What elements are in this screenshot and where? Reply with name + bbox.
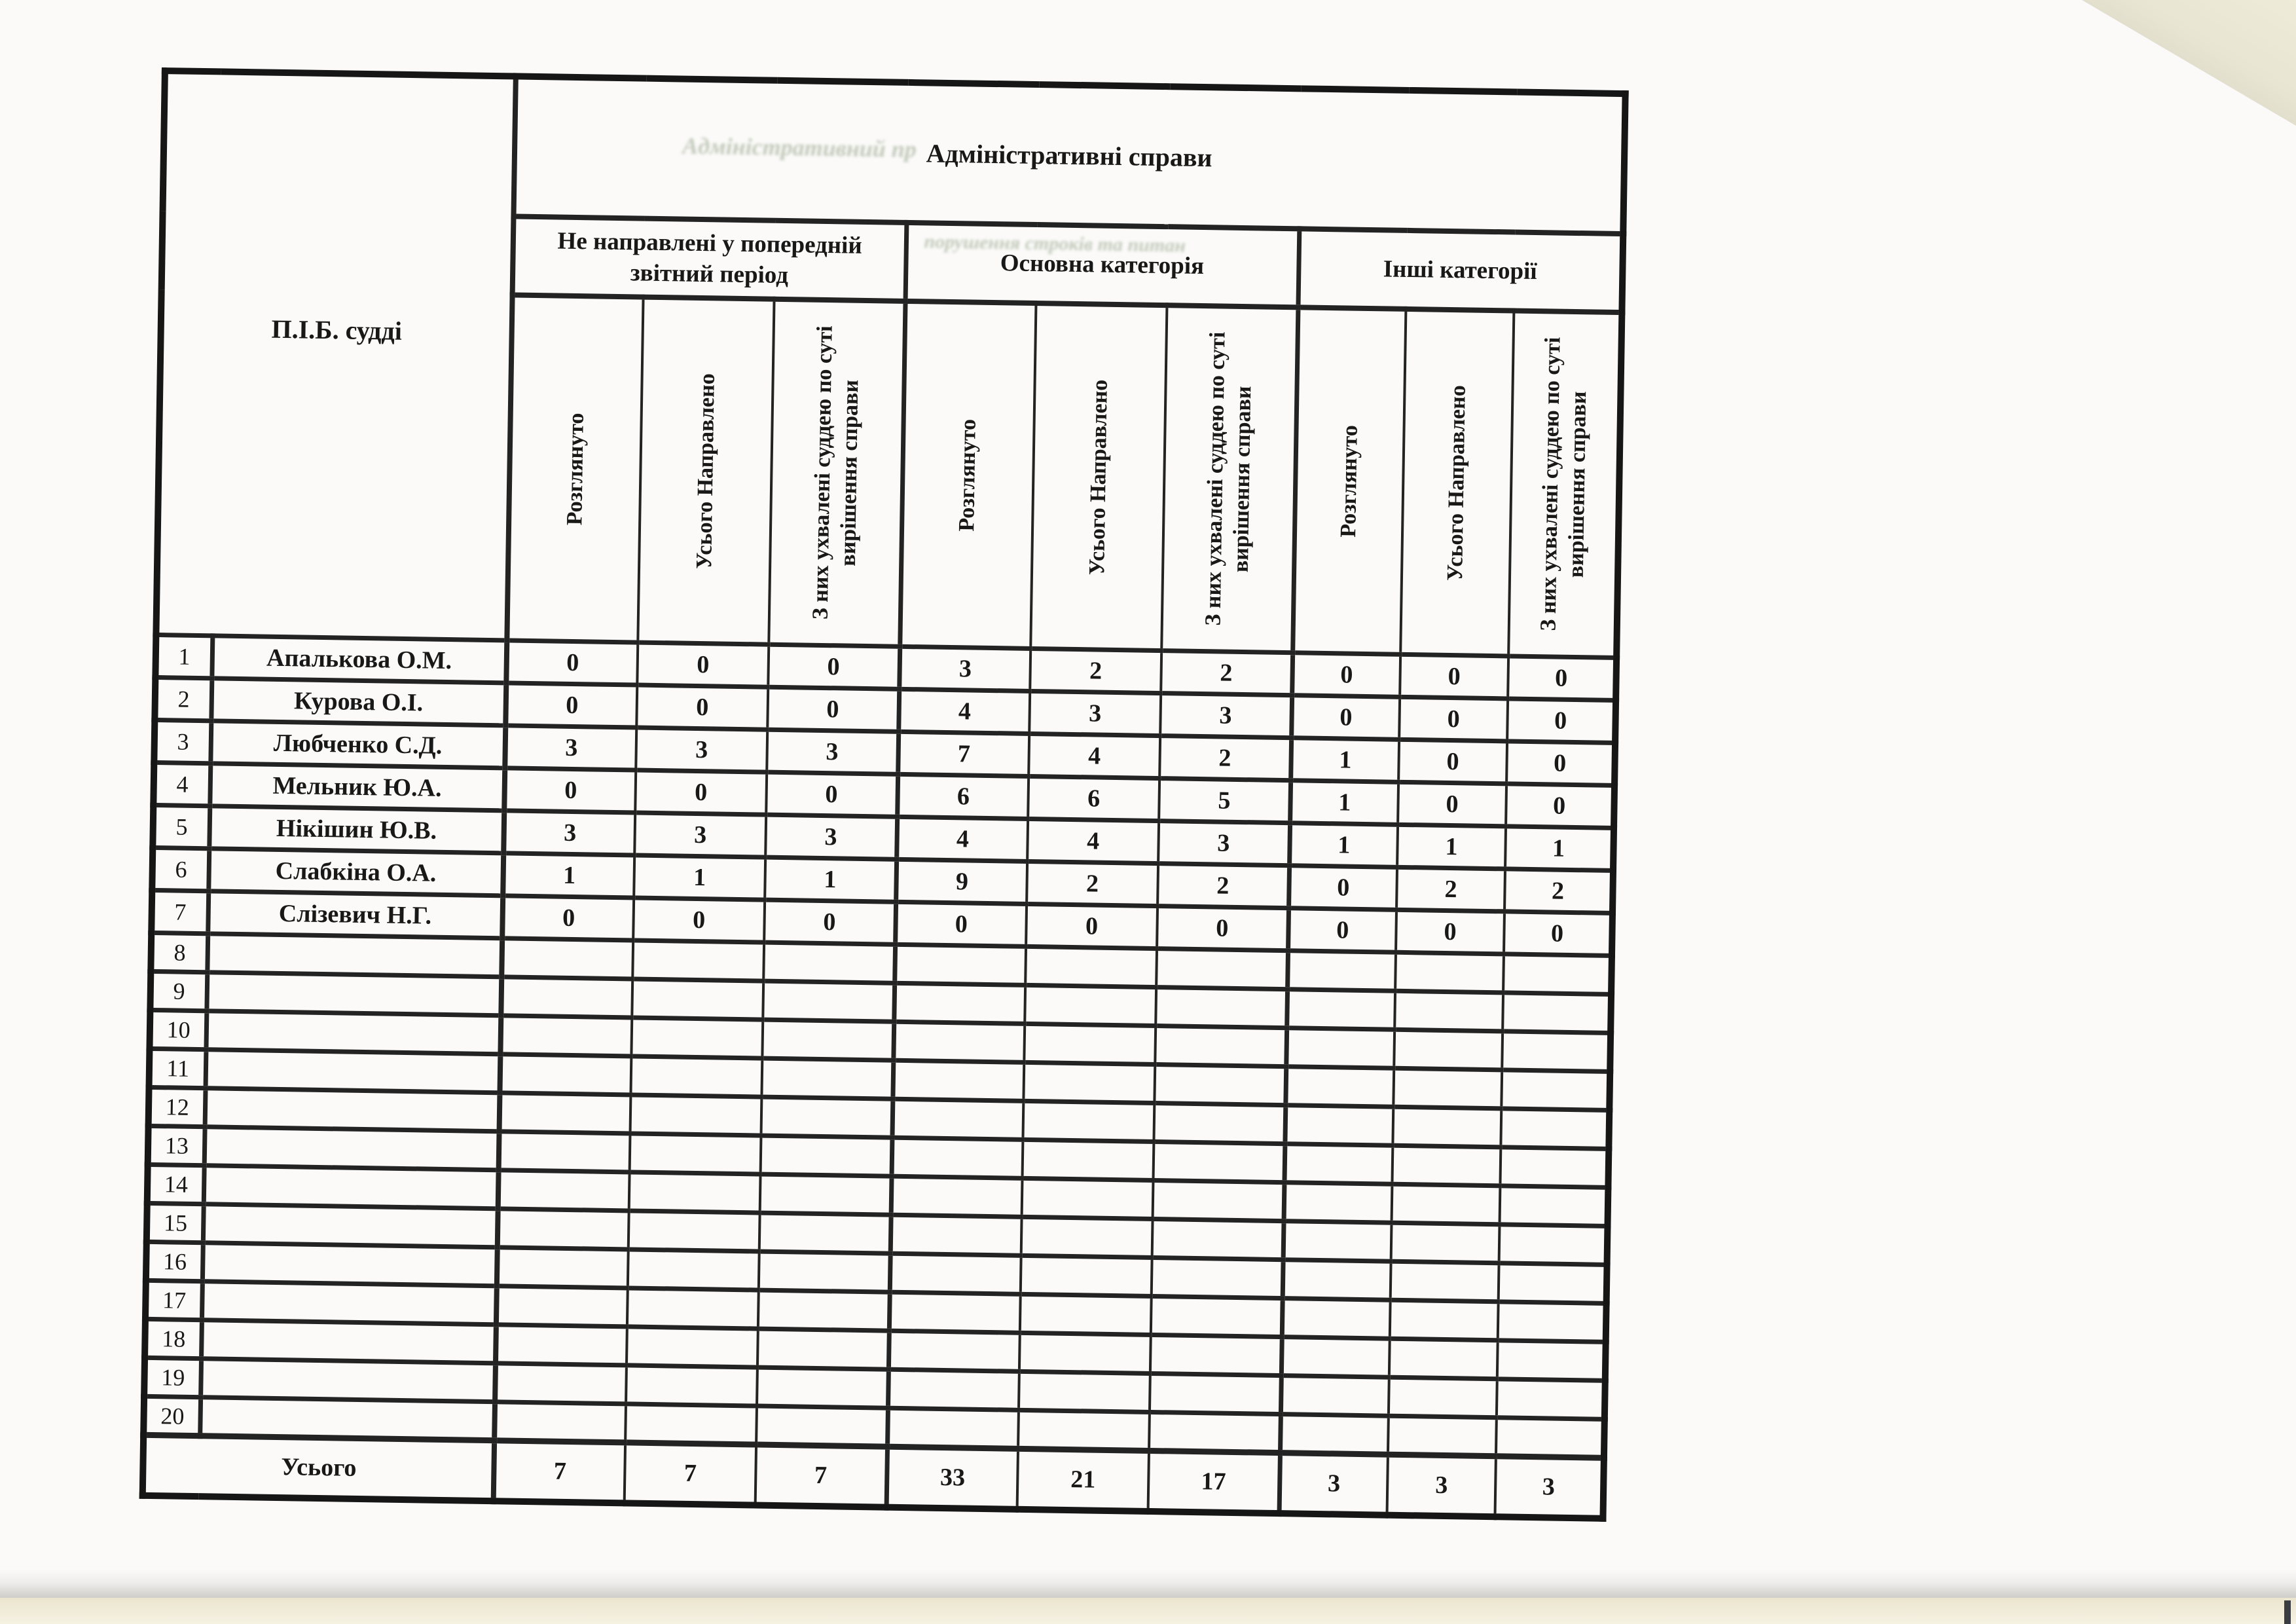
judge-name: Любченко С.Д. xyxy=(210,721,505,768)
group-header-label: Не направлені у попередній звітний період xyxy=(557,227,863,289)
value-cell xyxy=(1025,985,1156,1025)
value-cell xyxy=(498,1170,630,1211)
table-title-cell xyxy=(514,76,1626,234)
row-number: 18 xyxy=(145,1319,202,1358)
column-header-label: Усього Направлено xyxy=(1443,384,1470,581)
value-cell xyxy=(1019,1371,1150,1412)
value-cell: 7 xyxy=(898,731,1029,776)
value-cell xyxy=(1390,1300,1499,1340)
value-cell xyxy=(758,1290,890,1331)
row-number: 16 xyxy=(146,1242,203,1281)
table-container xyxy=(139,67,1629,1521)
value-cell: 2 xyxy=(1157,864,1289,908)
judge-name-column-header xyxy=(156,71,515,640)
value-cell xyxy=(630,1095,762,1135)
value-cell xyxy=(1501,1109,1609,1149)
value-cell xyxy=(626,1365,757,1406)
value-cell xyxy=(496,1325,627,1365)
value-cell xyxy=(1280,1414,1389,1455)
value-cell: 2 xyxy=(1396,867,1505,912)
value-cell: 3 xyxy=(1029,691,1161,735)
column-header-1-0 xyxy=(900,301,1036,649)
value-cell xyxy=(501,977,632,1018)
value-cell xyxy=(1389,1338,1498,1379)
value-cell xyxy=(1285,1105,1393,1146)
value-cell: 0 xyxy=(1398,739,1507,784)
value-cell xyxy=(762,1020,894,1060)
value-cell: 6 xyxy=(1028,776,1159,821)
value-cell xyxy=(627,1327,758,1367)
value-cell: 0 xyxy=(636,685,768,729)
value-cell: 0 xyxy=(1400,654,1508,699)
value-cell xyxy=(1018,1410,1150,1450)
value-cell: 0 xyxy=(506,640,638,685)
value-cell xyxy=(1502,1031,1611,1072)
value-cell: 0 xyxy=(768,644,900,689)
value-cell xyxy=(1149,1412,1281,1452)
judge-name xyxy=(201,1320,496,1363)
value-cell xyxy=(494,1402,626,1443)
value-cell xyxy=(630,1056,762,1097)
judge-name: Апалькова О.М. xyxy=(211,636,507,683)
group-header-label: Основна категорія xyxy=(1000,249,1205,280)
value-cell: 0 xyxy=(633,898,765,942)
value-cell: 2 xyxy=(1161,651,1292,695)
column-header-1-2 xyxy=(1161,305,1298,653)
value-cell: 0 xyxy=(1506,784,1614,828)
title-row xyxy=(163,71,1626,234)
value-cell xyxy=(1282,1299,1391,1339)
value-cell xyxy=(1025,946,1157,987)
group-header-label: Інші категорії xyxy=(1383,255,1537,286)
scanner-background-strip xyxy=(0,1598,2296,1624)
value-cell xyxy=(625,1404,757,1445)
value-cell xyxy=(1286,989,1395,1030)
value-cell: 5 xyxy=(1159,779,1290,823)
group-header-main-category xyxy=(905,223,1300,307)
folded-corner xyxy=(2082,0,2296,126)
value-cell: 2 xyxy=(1030,648,1161,693)
value-cell: 0 xyxy=(1507,699,1616,743)
bleed-through-text: порушення строків та питан xyxy=(924,231,1186,257)
judge-name: Слабкіна О.А. xyxy=(208,849,503,896)
value-cell xyxy=(1497,1340,1606,1381)
value-cell xyxy=(1281,1337,1390,1378)
judge-name xyxy=(204,1166,499,1209)
value-cell xyxy=(1284,1144,1393,1185)
value-cell xyxy=(757,1329,889,1369)
column-header-label: З них ухвалені суддею по суті вирішення справи xyxy=(1201,331,1256,627)
value-cell xyxy=(498,1209,629,1249)
value-cell: 0 xyxy=(1026,904,1157,948)
value-cell xyxy=(1498,1302,1607,1342)
value-cell: 0 xyxy=(1157,906,1288,951)
column-header-label: Розглянуто xyxy=(562,412,589,526)
value-cell: 4 xyxy=(1027,819,1159,863)
row-number: 5 xyxy=(153,805,210,848)
value-cell xyxy=(497,1247,629,1288)
value-cell: 3 xyxy=(634,813,766,857)
value-cell xyxy=(1023,1101,1154,1141)
value-cell: 0 xyxy=(1396,910,1504,954)
value-cell: 1 xyxy=(1290,781,1398,825)
row-number: 20 xyxy=(143,1396,200,1435)
value-cell xyxy=(1286,1028,1394,1069)
value-cell xyxy=(892,1137,1023,1178)
judge-name xyxy=(203,1204,498,1247)
value-cell xyxy=(1287,951,1396,991)
value-cell xyxy=(629,1172,761,1213)
value-cell xyxy=(1500,1147,1609,1188)
value-cell xyxy=(1392,1184,1501,1225)
value-cell xyxy=(888,1331,1020,1371)
value-cell: 0 xyxy=(1504,912,1613,956)
value-cell xyxy=(1391,1223,1500,1263)
column-header-2-2 xyxy=(1508,310,1622,657)
row-number: 11 xyxy=(149,1048,206,1088)
value-cell xyxy=(761,1058,893,1099)
value-cell xyxy=(892,1060,1024,1101)
row-number: 14 xyxy=(147,1164,204,1204)
value-cell: 0 xyxy=(505,683,637,728)
column-header-0-0 xyxy=(507,295,643,642)
value-cell xyxy=(1503,993,1611,1033)
value-cell xyxy=(628,1249,759,1290)
value-cell: 0 xyxy=(1291,695,1400,740)
value-cell xyxy=(499,1132,630,1172)
value-cell: 0 xyxy=(635,770,767,815)
group-header-other-categories xyxy=(1298,229,1623,312)
value-cell xyxy=(1393,1068,1502,1109)
value-cell xyxy=(1152,1219,1284,1259)
value-cell: 0 xyxy=(1288,866,1397,910)
value-cell xyxy=(763,942,895,983)
column-header-label: Усього Направлено xyxy=(691,373,720,569)
value-cell xyxy=(1153,1180,1285,1221)
column-header-0-2 xyxy=(769,299,905,647)
value-cell xyxy=(1500,1186,1609,1227)
row-number: 8 xyxy=(151,932,208,972)
row-number: 12 xyxy=(149,1087,206,1126)
column-header-label: Усього Направлено xyxy=(1084,378,1112,576)
value-cell xyxy=(1497,1379,1605,1420)
total-value: 3 xyxy=(1279,1453,1388,1515)
value-cell xyxy=(891,1176,1023,1217)
value-cell xyxy=(887,1408,1019,1449)
row-number: 17 xyxy=(145,1280,202,1320)
value-cell xyxy=(894,983,1025,1024)
value-cell: 3 xyxy=(636,728,767,772)
value-cell: 3 xyxy=(505,726,636,770)
judge-name-column-header-label: П.І.Б. судді xyxy=(271,314,403,346)
value-cell xyxy=(496,1286,628,1327)
column-header-label: Розглянуто xyxy=(955,418,981,532)
value-cell xyxy=(1283,1221,1392,1262)
value-cell xyxy=(1499,1263,1607,1304)
value-cell xyxy=(890,1253,1021,1294)
judge-name xyxy=(200,1359,496,1402)
value-cell xyxy=(630,1134,761,1174)
row-number: 19 xyxy=(144,1357,201,1397)
value-cell xyxy=(1020,1294,1152,1335)
value-cell xyxy=(632,940,764,981)
value-cell: 0 xyxy=(766,772,898,817)
total-value: 7 xyxy=(494,1441,625,1503)
column-header-label: З них ухвалені суддею по суті вирішення справи xyxy=(1536,337,1591,632)
value-cell xyxy=(760,1174,892,1215)
value-cell xyxy=(627,1288,759,1329)
judge-name: Курова О.І. xyxy=(211,678,506,726)
total-value: 17 xyxy=(1148,1450,1280,1513)
value-cell: 0 xyxy=(1288,908,1396,953)
row-number: 15 xyxy=(147,1203,204,1242)
value-cell xyxy=(1499,1225,1608,1265)
value-cell xyxy=(1394,991,1503,1031)
judge-name xyxy=(207,934,502,977)
value-cell: 0 xyxy=(767,687,899,731)
judge-name xyxy=(204,1127,500,1170)
value-cell: 3 xyxy=(899,646,1030,691)
value-cell xyxy=(1155,1026,1286,1067)
value-cell xyxy=(1023,1062,1155,1103)
total-value: 21 xyxy=(1017,1449,1149,1511)
value-cell xyxy=(500,1093,631,1134)
value-cell xyxy=(761,1097,893,1137)
total-value: 33 xyxy=(886,1447,1018,1509)
column-header-2-0 xyxy=(1292,307,1406,654)
value-cell xyxy=(888,1369,1019,1410)
value-cell xyxy=(629,1211,760,1251)
court-statistics-table xyxy=(139,67,1629,1521)
value-cell xyxy=(1150,1373,1281,1414)
value-cell: 1 xyxy=(1290,738,1399,783)
judge-name xyxy=(202,1282,497,1325)
value-cell xyxy=(1154,1103,1285,1144)
value-cell xyxy=(1395,952,1504,993)
value-cell: 0 xyxy=(1398,782,1506,826)
row-number: 4 xyxy=(153,762,210,805)
row-number: 9 xyxy=(150,971,207,1010)
value-cell xyxy=(1503,954,1612,995)
value-cell xyxy=(893,1022,1025,1062)
value-cell xyxy=(1284,1183,1393,1223)
column-header-label: З них ухвалені суддею по суті вирішення справи xyxy=(808,325,863,620)
value-cell: 0 xyxy=(1292,653,1400,697)
judge-name xyxy=(206,1011,501,1054)
value-cell xyxy=(1501,1070,1610,1111)
judge-name: Нікішин Ю.В. xyxy=(209,806,504,853)
value-cell: 0 xyxy=(504,768,636,813)
row-number: 6 xyxy=(152,847,209,891)
page-bottom-edge-shadow xyxy=(0,1569,2296,1599)
judge-name xyxy=(206,972,501,1016)
value-cell xyxy=(894,944,1026,985)
value-cell xyxy=(1154,1065,1286,1105)
value-cell xyxy=(1388,1416,1497,1456)
row-number: 3 xyxy=(154,720,211,763)
value-cell: 3 xyxy=(767,729,898,774)
value-cell: 2 xyxy=(1504,869,1613,913)
column-header-0-1 xyxy=(638,297,774,645)
table-body xyxy=(143,635,1616,1458)
value-cell xyxy=(632,979,763,1020)
value-cell: 3 xyxy=(1160,693,1292,738)
value-cell xyxy=(1283,1260,1391,1301)
value-cell: 3 xyxy=(503,811,635,855)
value-cell xyxy=(1022,1178,1154,1219)
value-cell xyxy=(892,1099,1023,1139)
judge-name xyxy=(200,1397,495,1441)
value-cell xyxy=(1021,1255,1152,1296)
value-cell xyxy=(759,1213,891,1253)
value-cell xyxy=(1023,1139,1154,1180)
column-header-2-1 xyxy=(1400,309,1514,656)
value-cell xyxy=(1389,1377,1497,1418)
value-cell: 0 xyxy=(637,642,769,687)
judge-name xyxy=(205,1088,500,1132)
value-cell: 2 xyxy=(1027,861,1158,906)
value-cell xyxy=(1496,1418,1605,1458)
value-cell: 1 xyxy=(503,853,634,898)
value-cell xyxy=(1391,1261,1499,1302)
value-cell: 3 xyxy=(1158,821,1290,866)
judge-name: Мельник Ю.А. xyxy=(210,764,505,811)
value-cell xyxy=(890,1215,1022,1255)
value-cell xyxy=(1154,1142,1285,1183)
value-cell: 4 xyxy=(896,817,1028,861)
value-cell xyxy=(1392,1145,1501,1186)
value-cell xyxy=(500,1016,632,1056)
value-cell xyxy=(500,1054,631,1095)
value-cell xyxy=(757,1367,888,1408)
value-cell xyxy=(761,1135,892,1176)
value-cell xyxy=(763,981,894,1022)
row-number: 1 xyxy=(155,635,212,678)
total-value: 7 xyxy=(756,1445,887,1507)
judge-name: Слізевич Н.Г. xyxy=(208,891,503,938)
value-cell: 0 xyxy=(895,902,1027,946)
column-header-1-1 xyxy=(1030,303,1167,651)
row-number: 10 xyxy=(149,1010,206,1049)
value-cell xyxy=(1156,949,1288,989)
total-value: 7 xyxy=(625,1443,756,1505)
value-cell xyxy=(495,1363,627,1404)
total-value: 3 xyxy=(1495,1456,1605,1519)
value-cell: 0 xyxy=(1506,741,1615,786)
value-cell xyxy=(1019,1333,1151,1373)
value-cell xyxy=(631,1018,763,1058)
value-cell: 6 xyxy=(897,774,1029,819)
table-title: Адміністративні справи xyxy=(926,138,1212,173)
row-number: 13 xyxy=(148,1126,205,1165)
value-cell: 1 xyxy=(1289,823,1398,868)
value-cell: 1 xyxy=(1397,824,1506,869)
value-cell: 0 xyxy=(764,900,896,944)
value-cell xyxy=(1281,1376,1389,1416)
value-cell: 0 xyxy=(1508,656,1616,701)
value-cell xyxy=(1156,987,1287,1028)
row-number: 2 xyxy=(155,677,211,720)
value-cell xyxy=(1024,1024,1156,1064)
total-label: Усього xyxy=(143,1435,494,1500)
value-cell: 2 xyxy=(1159,736,1291,781)
value-cell: 1 xyxy=(1505,826,1614,871)
value-cell: 4 xyxy=(898,689,1030,733)
value-cell: 3 xyxy=(765,815,897,859)
value-cell: 1 xyxy=(634,855,765,900)
column-header-label: Розглянуто xyxy=(1336,424,1362,538)
value-cell xyxy=(1393,1107,1501,1147)
judge-name xyxy=(202,1243,498,1286)
row-number: 7 xyxy=(151,890,208,933)
value-cell: 4 xyxy=(1029,733,1160,778)
value-cell xyxy=(1021,1217,1153,1257)
value-cell xyxy=(756,1406,888,1447)
value-cell xyxy=(1285,1067,1394,1107)
value-cell: 0 xyxy=(1399,697,1508,741)
total-value: 3 xyxy=(1387,1454,1496,1517)
value-cell: 0 xyxy=(502,896,634,940)
judge-name xyxy=(206,1050,501,1093)
value-cell: 9 xyxy=(896,859,1027,904)
value-cell xyxy=(1151,1296,1283,1337)
value-cell xyxy=(1394,1029,1503,1070)
page-edge-mark xyxy=(2284,1600,2291,1624)
group-header-not-sent xyxy=(513,216,907,301)
value-cell xyxy=(1152,1257,1283,1298)
value-cell xyxy=(501,938,633,979)
value-cell: 1 xyxy=(765,857,896,902)
value-cell xyxy=(759,1251,890,1292)
value-cell xyxy=(889,1292,1021,1333)
value-cell xyxy=(1150,1335,1282,1375)
bleed-through-text: Адміністративний пр xyxy=(682,132,917,163)
